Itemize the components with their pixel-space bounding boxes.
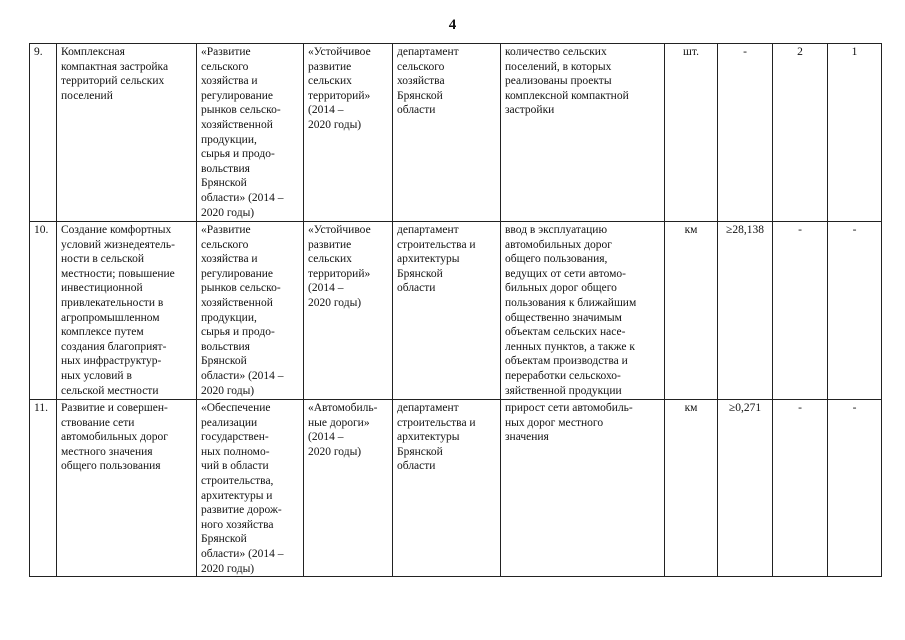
unit: км — [665, 222, 718, 400]
program-name: «Обеспечение реализации государствен- ных полномо- чий в области строительства, архитектуры и развитие дорож- ного хозяйства Брянской области» (2014 – 2020 годы) — [197, 400, 304, 577]
value-3: 1 — [828, 44, 882, 222]
table-row — [30, 44, 882, 222]
value-1: - — [718, 44, 773, 222]
subprogram-name: «Устойчивое развитие сельских территорий» (2014 – 2020 годы) — [304, 44, 393, 222]
program-name: «Развитие сельского хозяйства и регулирование рынков сельско- хозяйственной продукции, сырья и продо- вольствия Брянской области» (2014 – 2020 годы) — [197, 44, 304, 222]
indicator: прирост сети автомобиль- ных дорог местного значения — [501, 400, 665, 577]
subprogram-name: «Автомобиль- ные дороги» (2014 – 2020 годы) — [304, 400, 393, 577]
event-name: Развитие и совершен- ствование сети автомобильных дорог местного значения общего пользования — [57, 400, 197, 577]
value-3: - — [828, 222, 882, 400]
measures-table — [29, 43, 882, 577]
unit: км — [665, 400, 718, 577]
value-2: - — [773, 400, 828, 577]
subprogram-name: «Устойчивое развитие сельских территорий» (2014 – 2020 годы) — [304, 222, 393, 400]
program-name: «Развитие сельского хозяйства и регулирование рынков сельско- хозяйственной продукции, сырья и продо- вольствия Брянской области» (2014 – 2020 годы) — [197, 222, 304, 400]
row-number: 10. — [30, 222, 57, 400]
value-1: ≥0,271 — [718, 400, 773, 577]
unit: шт. — [665, 44, 718, 222]
value-2: 2 — [773, 44, 828, 222]
event-name: Комплексная компактная застройка территорий сельских поселений — [57, 44, 197, 222]
value-2: - — [773, 222, 828, 400]
executor: департамент сельского хозяйства Брянской области — [393, 44, 501, 222]
value-3: - — [828, 400, 882, 577]
executor: департамент строительства и архитектуры Брянской области — [393, 222, 501, 400]
value-1: ≥28,138 — [718, 222, 773, 400]
page-number: 4 — [448, 17, 457, 33]
row-number: 11. — [30, 400, 57, 577]
event-name: Создание комфортных условий жизнедеятель- ности в сельской местности; повышение инвестиционной привлекательности в агропромышленном комплексе путем создания благоприят- ных инфраструктур- ных условий в сельской местности — [57, 222, 197, 400]
table-row — [30, 400, 882, 577]
indicator: ввод в эксплуатацию автомобильных дорог общего пользования, ведущих от сети автомо- бильных дорог общего пользования к ближайшим общественно значимым объектам сельских насе- ленных пунктов, а также к объектам производства и переработки сельскохо- зяйственной продукции — [501, 222, 665, 400]
indicator: количество сельских поселений, в которых реализованы проекты комплексной компактной застройки — [501, 44, 665, 222]
table-row — [30, 222, 882, 400]
row-number: 9. — [30, 44, 57, 222]
executor: департамент строительства и архитектуры Брянской области — [393, 400, 501, 577]
